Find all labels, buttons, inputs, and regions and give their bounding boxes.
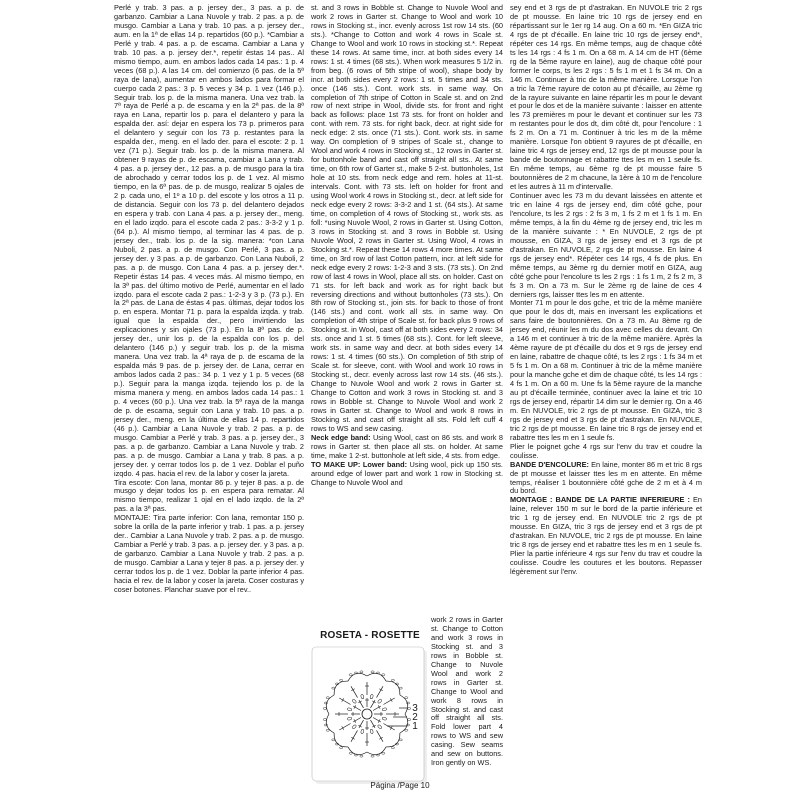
round-label-3: 3 (412, 703, 418, 714)
page-footer: Página /Page 10 (370, 781, 430, 790)
column-english (311, 4, 503, 784)
bande-encolure-heading: BANDE D'ENCOLURE: (510, 459, 589, 469)
english-paragraph-side: work 2 rows in Garter st. Change to Cotton and work 3 rows in Stocking st. and 3 rows in Bobble st. Change to Nuvole Wool and work 2 rows in Garter st. Change to Wool and work 8 rows in Stocking st. and cast off straight all sts. Fold lower part 4 rows to WS and sew casing. Sew seams and sew on buttons. Iron gently on WS. (431, 615, 503, 768)
round-label-1: 1 (412, 721, 418, 732)
english-main-text (311, 4, 503, 487)
round-label-2: 2 (412, 712, 418, 723)
english-paragraph-1: st. and 3 rows in Bobble st. Change to Nuvole Wool and work 2 rows in Garter st. Change to Wool and work 10 rows in Stocking st., incr. evenly across 1st row 14 sts. (60 sts.). *Change to Cotton and work 4 rows in Scale st. Change to Wool and work 10 rows in stocking st.*. Repeat these 14 rows. At same time, incr. at both sides every 14 rows: 1 st. 4 times (68 sts.). When work measures 5 1/2 in. from beg. (6 rows of 5th stripe of wool), shape body by incr. at both sides every 2 rows: 1 st. 5 times and 34 sts. once (146 sts.). Cont. work sts. in same way. On completion of 7th stripe of Cotton in Scale st. and on 2nd row of next stripe in Wool, divide sts. for front and right back as follows: place 1st 73 sts. for front on holder and cont. with rem. 73 sts. for right back, decr. at right side for neck edge: 2 sts. once (71 sts.). Cont. work sts. in same way. On completion of 9 stripes of Scale st., change to Wool and work 4 rows in Stocking st., 12 rows in Garter st. for buttonhole band and cast off straight all sts.. At same time, on 6th row of Garter st., make 5 2-st. buttonholes, 1st hole at 10 sts. from neck edge and rem. holes at 11-st. intervals. Cont. with 73 sts. left on holder for front and using Wool work 4 rows in Stocking st., decr. at left side for neck edge every 2 rows: 3-3-2 and 1 st. (64 sts.). At same time, on completion of 4 rows of Stocking st., work sts. as foll: *using Nuvole Wool, 2 rows in Garter st. Using Cotton, 3 rows in Stocking st. and 3 rows in Bobble st. Using Nuvole Wool, 2 rows in Garter st. Using Wool, 4 rows in Stocking st.*. Repeat these 14 rows 4 more times. At same time, on 3rd row of last Cotton pattern, incr. at left side for neck edge every 2 rows: 1-2-3 and 3 sts. (73 sts.). On 2nd row of last 4 rows in Wool, place all sts. on holder. Cast on 71 sts. for left back and work as for right back but reversing directions and without buttonholes (73 sts.). On 8th row of Stocking st., join sts. for back to those of front (146 sts.) and cont. work all sts. in same way. On completion of 4th stripe of Scale st. for back plus 9 rows of Stocking st. in Wool, cast off at both sides every 2 rows: 34 sts. once and 1 st. 5 times (68 sts.). Cont. for left sleeve, work sts. in same way and decr. at both sides every 14 rows: 1 st. 4 times (60 sts.). On completion of 5th strip of Scale st. for sleeve, cont. with Wool and work 10 rows in Stocking st., decr. evenly across last row 14 sts. (46 sts.). Change to Nuvole Wool and work 2 rows in Garter st. Change to Cotton and work 3 rows in Stocking st. and 3 rows in Bobble st. Change to Nuvole Wool and work 2 rows in Garter st. Change to Wool and work 8 rows in Stocking st. and cast off straight all sts. Fold left cuff 4 rows to WS and sew casing. (311, 3, 503, 433)
french-paragraph-2: Continuer avec les 73 m du devant laissées en attente et tric en laine 4 rgs de jersey end, dim côté gche, pour l'encolure, ts les 2 rgs : 2 fs 3 m, 1 fs 2 m et 1 fs 1 m. En même temps, à la fin du 4ème rg de jersey end, tric les m de la manière suivante : * En NUVOLE, 2 rgs de pt mousse, en GIZA, 3 rgs de jersey end et 3 rgs de pt d'astrakan. En NUVOLE, 2 rgs de pt mousse. En laine 4 rgs de jersey end*. Répéter ces 14 rgs, 4 fs de plus. En même temps, au 3ème rg du dernier motif en GIZA, aug côté gche pour l'encolure ts les 2 rgs : 1 fs 1 m, 2 fs 2 m, 3 fs 3 m. On a 73 m. Sur le 2ème rg de laine de ces 4 derniers rgs, laisser ttes les m en attente. (510, 191, 702, 299)
column-spanish (114, 4, 304, 595)
rosette-motif (311, 632, 429, 788)
montage-heading: MONTAGE : BANDE DE LA PARTIE INFERIEURE : (510, 495, 690, 505)
neck-band-heading: Neck edge band: (311, 432, 371, 442)
column-french (510, 4, 702, 577)
spanish-paragraph-3: MONTAJE: Tira parte inferior: Con lana, remontar 150 p. sobre la orilla de la parte inferior y trab. 1 pas. a p. jersey der.. Cambiar a Lana Nuvole y trab. 2 pas. a p. de musgo. Cambiar a Perlé y trab. 3 pas. a p. jersey der. y 3 pas. a p. de garbanzo. Cambiar a Lana Nuvole y trab. 2 pas. a p. de musgo. Cambiar a Lana y tejer 8 pas. a p. jersey der. y cerrar todos los p. de 1 vez. Doblar la parte inferior 4 pas. hacia el rev. de la labor y coser la jareta. Coser costuras y coser botones. Planchar suave por el rev.. (114, 513, 304, 594)
spanish-paragraph-1: Perlé y trab. 3 pas. a p. jersey der., 3 pas. a p. de garbanzo. Cambiar a Lana Nuvole y trab. 2 pas. a p. de musgo. Cambiar a Lana y trab. 10 pas. a p. jersey der., aum. en la 1ª de ellas 14 p. repartidos (60 p.). *Cambiar a Perlé y trab. 4 pas. a p. de escama. Cambiar a Lana y trab. 10 pas. a p. jersey der.*, repetir éstas 14 pas.. Al mismo tiempo, aum. en ambos lados cada 14 pas.: 1 p. 4 veces (68 p.). A las 14 cm. del comienzo (6 pas. de la 5ª raya de lana), aumentar en ambos lados para formar el cuerpo cada 2 pas.: 3 p. 5 veces y 34 p. 1 vez (146 p.). Seguir trab. los p. de la misma manera. Una vez trab. la 7ª raya de Perlé a p. de escama y en la 2ª pas. de la 8ª raya en Lana, repartir los p. para el delantero y para la espalda der. así: dejar en espera los 73 p. primeros para el delantero y seguir con los 73 p. restantes para la espalda der., meng. en el lado der. para el escote: 2 p. 1 vez (71 p.). Seguir trab. los p. de la misma manera. Al obtener 9 rayas de p. de escama, cambiar a Lana y trab. 4 pas. a p. jersey der., 12 pas. a p. de musgo para la tira de abrochado y cerrar todos los p. de 1 vez. Al mismo tiempo, en la 6ª pas. de p. de musgo, realizar 5 ojales de 2 p. cada uno, el 1º a 10 p. del escote y los otros a 11 p. de distancia. Seguir con los 73 p. del delantero dejados en espera y trab. con Lana 4 pas. a p. jersey der., meng. en el lado izqdo. para el escote cada 2 pas.: 3-3-2 y 1 p. (64 p.). Al mismo tiempo, al terminar las 4 pas. de p. jersey der., trab. los p. de la sig. manera: *con Lana Nuboli, 2 pas. a p. de musgo. Con Perlé, 3 pas. a p. jersey der. y 3 pas. a p. de garbanzo. Con Lana Nuboli, 2 pas. a p. de musgo. Con Lana 4 pas. a p. jersey der.*. Repetir éstas 14 pas. 4 veces más. Al mismo tiempo, en la 3ª pas. del último motivo de Perlé, aumentar en el lado izqdo. para el escote cada 2 pas.: 1-2-3 y 3 p. (73 p.). En la 2ª pas. de Lana de éstas 4 pas. últimas, dejar todos los p. en espera. Montar 71 p. para la espalda izqda. y trab. igual que la espalda der., pero invirtiendo las explicaciones y sin ojales (73 p.). En la 8ª pas. de p. jersey der., unir los p. de la espalda con los p. del delantero (146 p.) y seguir trab. los p. de la misma manera. Una vez trab. la 4ª raya de p. de escama de la espalda más 9 pas. de p. jersey der. de Lana, cerrar en ambos lados cada 2 pas.: 34 p. 1 vez y 1 p. 5 veces (68 p.). Seguir para la manga izqda. tejiendo los p. de la misma manera y meng. en ambos lados cada 14 pas.: 1 p. 4 veces (60 p.). Una vez trab. la 5ª raya de la manga de p. de escama, seguir con Lana y trab. 10 pas. a p. jersey der., meng. en la última de ellas 14 p. repartidos (46 p.). Cambiar a Lana Nuvole y trab. 2 pas. a p. de musgo. Cambiar a Perlé y trab. 3 pas. a p. jersey der., 3 pas. a p. de garbanzo. Cambiar a Lana Nuvole y trab. 2 pas. a p. de musgo. Cambiar a Lana y trab. 8 pas. a p. jersey der. y cerrar todos los p. de 1 vez. Doblar el puño izqdo. 4 pas. hacia el rev. de la labor y coser la jareta. (114, 3, 304, 478)
english-neck-band (311, 434, 503, 461)
french-paragraph-4: Plier le poignet gche 4 rgs sur l'env du trav et coudre la coulisse. (510, 441, 702, 460)
make-up-text: Using wool, pick up 150 sts. around edge of lower part and work 1 row in Stocking st. Change to Nuvole Wool and (311, 459, 503, 487)
french-paragraph-1: sey end et 3 rgs de pt d'astrakan. En NUVOLE tric 2 rgs de pt mousse. En laine tric 10 rgs de jersey end en répartissant sur le 1er rg 14 aug. On a 60 m. *En GIZA tric 4 rgs de pt d'écaille. En laine tric 10 rgs de jersey end*, répéter ces 14 rgs. En même temps, aug de chaque côté ts les 14 rgs : 4 fs 1 m. On a 68 m. A 14 cm de HT (6ème rg de la 5ème rayure en laine), aug de chaque côté pour former le corps, ts les 2 rgs : 5 fs 1 m et 1 fs 34 m. On a 146 m. Continuer à tric de la même manière. Lorsque l'on a tric la 7ème rayure de coton au pt d'écaille, au 2ème rg de la rayure suivante en laine répartir les m pour le devant et pour le dos et de la manière suivante : laisser en attente les 73 premières m pour le devant et continuer sur les 73 m restantes pour le dos dt, dim côté dt, pour l'encolure : 1 fs 2 m. On a 71 m. Continuer à tric les m de la même manière. Lorsque l'on obtient 9 rayures de pt d'écaille, en laine tric 4 rgs de jersey end, 12 rgs de pt mousse pour la bande de boutonnage et rabattre ttes les m en 1 seule fs. En même temps, au 6ème rg de pt mousse faire 5 boutonnières de 2 m chacune, la 1ère à 10 m de l'encolure et les autres à 11 m d'intervalle. (510, 3, 702, 192)
rosette-chart-diagram (311, 646, 429, 786)
french-paragraph-3: Monter 71 m pour le dos gche, et tric de la même manière que pour le dos dt, mais en inversant les explications et sans faire de boutonnières. On a 73 m. Au 8ème rg de jersey end, réunir les m du dos avec celles du devant. On a 146 m et continuer à tric de la même manière. Après la 4ème rayure de pt d'écaille du dos et 9 rgs de jersey end en laine, rabattre de chaque côté, ts les 2 rgs : 1 fs 34 m et 5 fs 1 m. On a 68 m. Continuer à tric de la même manière pour la manche gche et dim de chaque côté, ts les 14 rgs : 4 fs 1 m. On a 60 m. Une fs la 5ème rayure de la manche au pt d'écaille terminée, continuer avec la laine et tric 10 rgs de jersey end, répartir 14 dim sur le dernier rg. On a 46 m. En NUVOLE, tric 2 rgs de pt mousse. En GIZA, tric 3 rgs de jersey end et 3 rgs de pt d'astrakan. En NUVOLE, tric 2 rgs de pt mousse. En laine tric 8 rgs de jersey end et rabattre ttes les m en 1 seule fs. (510, 298, 702, 442)
english-make-up (311, 461, 503, 488)
make-up-heading: TO MAKE UP: Lower band: (311, 459, 408, 469)
neck-band-text: Using Wool, cast on 86 sts. and work 8 rows in Garter st. then place all sts. on holder. At same time, make 1 2-st. buttonhole at left side, 4 sts. from edge. (311, 432, 503, 460)
english-side-text (431, 616, 503, 768)
french-paragraph-5: BANDE D'ENCOLURE: En laine, monter 86 m et tric 8 rgs de pt mousse et laisser ttes les m en attente. En même temps, réaliser 1 boutonnière côté gche de 2 m et à 4 m du bord. (510, 459, 702, 496)
motif-title: ROSETA - ROSETTE (320, 630, 420, 641)
french-paragraph-6: MONTAGE : BANDE DE LA PARTIE INFERIEURE : En laine, relever 150 m sur le bord de la partie inférieure et tric 1 rg de jersey end. En NUVOLE tric 2 rgs de pt mousse. En GIZA, tric 3 rgs de jersey end et 3 rgs de pt d'astrakan. En NUVOLE, tric 2 rgs de pt mousse. En laine tric 8 rgs de jersey end et rabattre ttes les m en 1 seule fs. Plier la partie inférieure 4 rgs sur l'env du trav et coudre la coulisse. Coudre les coutures et les boutons. Repasser légèrement sur l'env. (510, 495, 702, 577)
spanish-paragraph-2: Tira escote: Con lana, montar 86 p. y tejer 8 pas. a p. de musgo y dejar todos los p. en espera para rematar. Al mismo tiempo, realizar 1 ojal en el lado izqdo. de la 2ª pas. a la 3ª pas. (114, 477, 304, 514)
